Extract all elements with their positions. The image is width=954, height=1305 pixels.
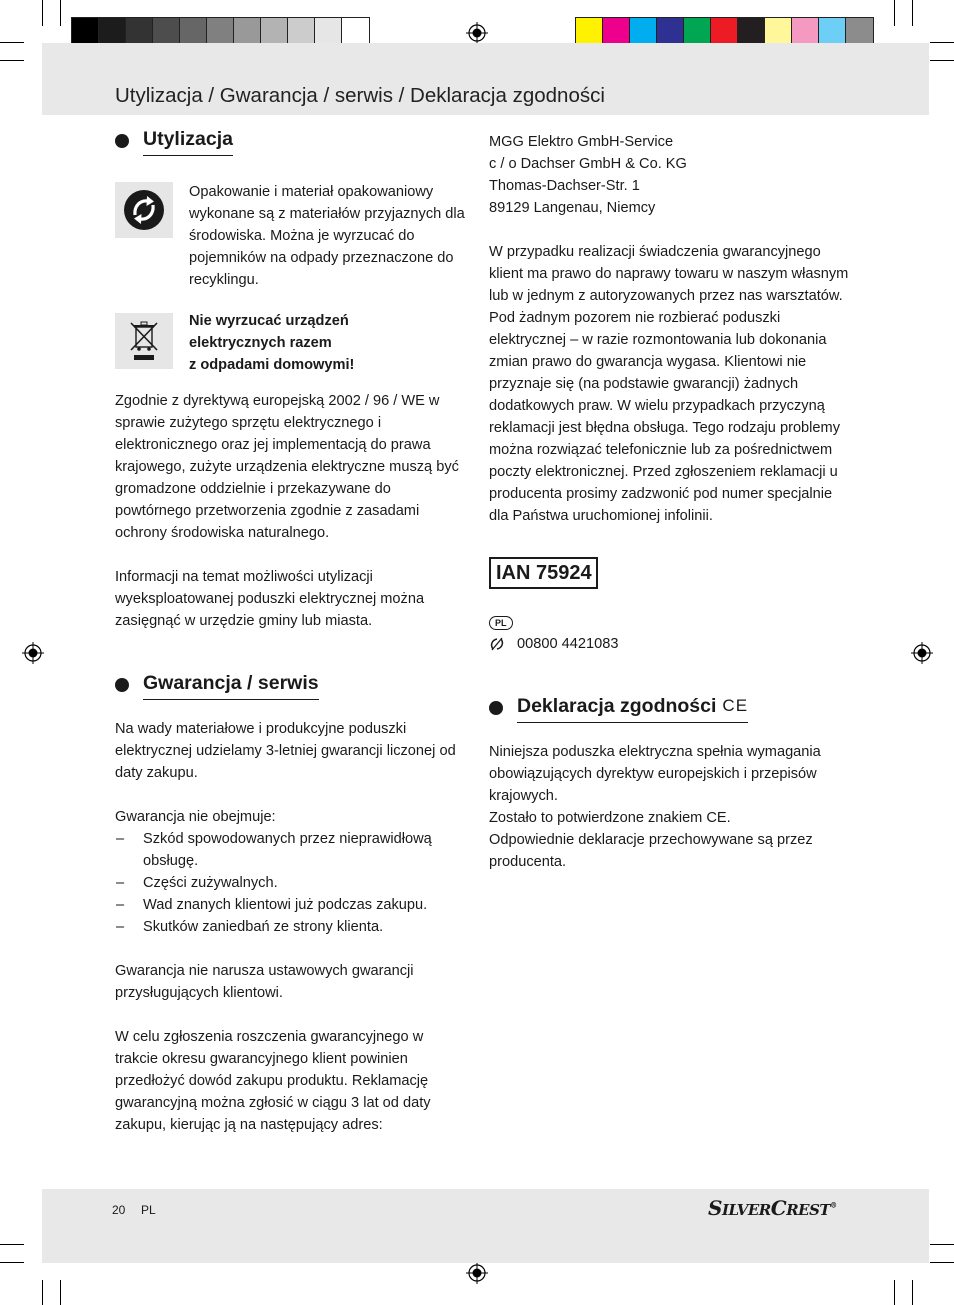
color-swatch	[261, 18, 288, 46]
crop-mark	[60, 1280, 61, 1305]
country-badge: PL	[489, 616, 513, 630]
bin-row	[115, 313, 465, 376]
crop-mark	[0, 1244, 24, 1245]
brand-part: ILVER	[721, 1201, 771, 1219]
conformity-heading-text	[517, 693, 748, 723]
address-line: 89129 Langenau, Niemcy	[489, 200, 656, 216]
statutory-text: Gwarancja nie narusza ustawowych gwarancji przysługujących klientowi.	[115, 963, 414, 1001]
bullet-icon	[115, 134, 129, 148]
recycle-text: Opakowanie i materiał opakowaniowy wykonane są z materiałów przyjaznych dla środowiska. Można je wyrzucać do pojemników na odpady przeznaczone do recyklingu.	[189, 184, 465, 288]
conformity-line: Odpowiednie deklaracje przechowywane są przez producenta.	[489, 832, 813, 870]
crop-mark	[930, 60, 954, 61]
bullet-icon	[115, 678, 129, 692]
color-swatch	[765, 18, 792, 46]
disposal-info-text: Informacji na temat możliwości utylizacji wyeksploatowanej poduszki elektrycznej można zasięgnąć w urzędzie gminy lub miasta.	[115, 569, 425, 629]
registration-mark-icon	[911, 642, 933, 664]
conformity-line: Niniejsza poduszka elektryczna spełnia wymagania obowiązujących dyrektyw europejskich i przepisów krajowych.	[489, 744, 821, 804]
crop-mark	[0, 60, 24, 61]
address-line: Thomas-Dachser-Str. 1	[489, 178, 640, 194]
conformity-text	[489, 741, 849, 873]
color-swatch	[315, 18, 342, 46]
brand-letter: C	[770, 1196, 787, 1220]
registration-mark-icon	[466, 1262, 488, 1284]
list-item: – Wad znanych klientowi już podczas zakupu.	[115, 894, 465, 916]
crop-mark	[912, 1280, 913, 1305]
warranty-intro: Na wady materiałowe i produkcyjne poduszki elektrycznej udzielamy 3-letniej gwarancji liczonej od daty zakupu.	[115, 721, 456, 781]
bin-warning-line: Nie wyrzucać urządzeń	[189, 313, 349, 329]
brand-part: REST	[786, 1201, 831, 1219]
crop-mark	[0, 42, 24, 43]
color-swatch	[657, 18, 684, 46]
color-swatch	[603, 18, 630, 46]
phone-icon	[489, 636, 505, 652]
registration-mark-icon	[466, 22, 488, 44]
crossed-bin-icon	[115, 313, 173, 369]
address-line: c / o Dachser GmbH & Co. KG	[489, 156, 687, 172]
disposal-heading	[115, 126, 465, 156]
ce-mark-icon: CE	[722, 696, 749, 715]
service-address	[489, 131, 849, 219]
crop-mark	[42, 0, 43, 26]
crop-mark	[930, 1262, 954, 1263]
exclusions-list	[115, 828, 465, 938]
bin-warning	[189, 310, 354, 376]
color-swatch	[630, 18, 657, 46]
directive-text: Zgodnie z dyrektywą europejską 2002 / 96 / WE w sprawie zużytego sprzętu elektrycznego i elektronicznego oraz jej implementacją do prawa krajowego, zużyte urządzenia elektryczne muszą być gromadzone oddzielnie i przekazywane do powtórnego przetworzenia zgodnie z zasadami ochrony środowiska naturalnego.	[115, 393, 459, 541]
claim-text: W celu zgłoszenia roszczenia gwarancyjnego w trakcie okresu gwarancyjnego klient powinien przedłożyć dowód zakupu produktu. Reklamację gwarancyjną można zgłosić w ciągu 3 lat od daty zakupu, kierując ją na następujący adres:	[115, 1029, 431, 1133]
color-swatch	[207, 18, 234, 46]
color-swatch	[576, 18, 603, 46]
page-title: Utylizacja / Gwarancja / serwis / Deklaracja zgodności	[115, 84, 605, 107]
left-column	[115, 126, 465, 1136]
crop-mark	[930, 1244, 954, 1245]
conformity-heading	[489, 693, 849, 723]
color-swatch	[711, 18, 738, 46]
color-swatch	[342, 18, 369, 46]
crop-mark	[42, 1280, 43, 1305]
bin-warning-line: z odpadami domowymi!	[189, 357, 355, 373]
crop-mark	[0, 1262, 24, 1263]
brand-logo	[708, 1196, 837, 1220]
bullet-icon	[489, 701, 503, 715]
color-swatch	[792, 18, 819, 46]
crop-mark	[894, 0, 895, 26]
conformity-heading-label: Deklaracja zgodności	[517, 695, 717, 717]
brand-letter: S	[708, 1196, 722, 1220]
crop-mark	[912, 0, 913, 26]
hotline-row	[489, 633, 849, 655]
bin-warning-line: elektrycznych razem	[189, 335, 332, 351]
color-swatch	[99, 18, 126, 46]
page-language: PL	[141, 1203, 156, 1217]
address-line: MGG Elektro GmbH-Service	[489, 134, 674, 150]
crop-mark	[894, 1280, 895, 1305]
right-column	[489, 131, 849, 873]
color-swatch	[738, 18, 765, 46]
color-swatch	[153, 18, 180, 46]
registration-mark-icon	[22, 642, 44, 664]
ian-box-wrapper	[489, 557, 849, 589]
color-swatch	[180, 18, 207, 46]
warranty-heading-text: Gwarancja / serwis	[143, 670, 319, 700]
conformity-line: Zostało to potwierdzone znakiem CE.	[489, 810, 731, 826]
disposal-heading-text: Utylizacja	[143, 126, 233, 156]
crop-mark	[930, 42, 954, 43]
country-badge-row	[489, 611, 849, 633]
color-swatch	[234, 18, 261, 46]
color-swatch	[684, 18, 711, 46]
color-swatch	[126, 18, 153, 46]
crop-mark	[60, 0, 61, 26]
exclusions-title: Gwarancja nie obejmuje:	[115, 809, 276, 825]
hotline-number: 00800 4421083	[517, 636, 619, 652]
registered-mark: ®	[830, 1200, 837, 1210]
color-swatch	[72, 18, 99, 46]
recycle-row	[115, 182, 465, 291]
recycle-icon	[115, 182, 173, 238]
list-item: – Szkód spowodowanych przez nieprawidłową obsługę.	[115, 828, 465, 872]
ian-number: IAN 75924	[489, 557, 598, 589]
color-swatch	[846, 18, 873, 46]
page-number: 20	[112, 1203, 126, 1217]
repair-text: W przypadku realizacji świadczenia gwarancyjnego klient ma prawo do naprawy towaru w naszym własnym lub w jednym z autoryzowanych przez nas warsztatów. Pod żadnym pozorem nie rozbierać poduszki elektrycznej – w razie rozmontowania lub dokonania zmian prawo do gwarancja wygasa. Klientowi nie przyznaje się (na podstawie gwarancji) żadnych dodatkowych praw. W wielu przypadkach przyczyną reklamacji jest błędna obsługa. Tego rodzaju problemy można rozwiązać telefonicznie lub za pośrednictwem poczty elektronicznej. Przed zgłoszeniem reklamacji u producenta prosimy zadzwonić pod numer specjalnie dla Państwa uruchomionej infolinii.	[489, 244, 849, 524]
color-swatch	[288, 18, 315, 46]
warranty-heading	[115, 670, 465, 700]
list-item: – Części zużywalnych.	[115, 872, 465, 894]
color-swatch	[819, 18, 846, 46]
list-item: – Skutków zaniedbań ze strony klienta.	[115, 916, 465, 938]
